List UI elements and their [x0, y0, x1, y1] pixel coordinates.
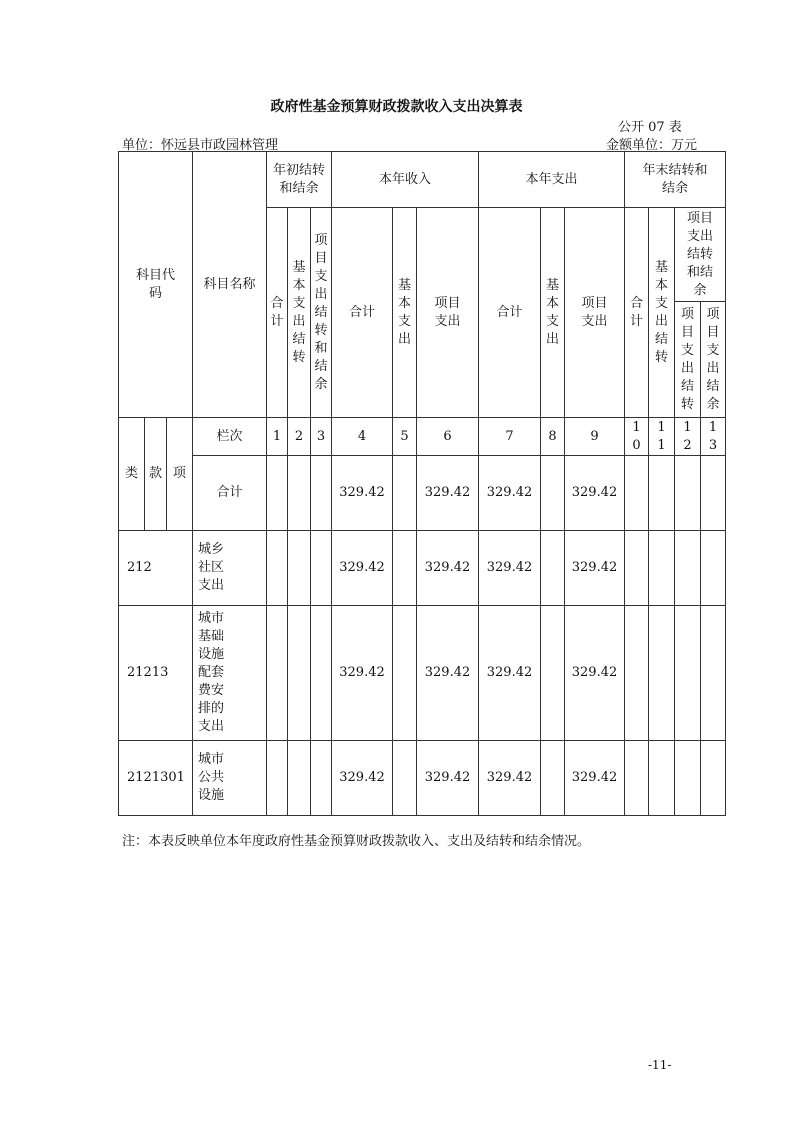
table-row	[119, 606, 726, 741]
budget-table	[118, 151, 726, 816]
row-expense-project: 329.42	[565, 456, 625, 531]
header-xiang: 项	[167, 418, 193, 531]
page-number: -11-	[648, 1058, 672, 1072]
col-num-4: 4	[332, 418, 393, 456]
amount-unit-label: 金额单位：万元	[606, 138, 698, 153]
row-expense-total: 329.42	[479, 456, 541, 531]
header-begin-total: 合计	[267, 208, 288, 418]
header-expense-basic: 基本支出	[541, 208, 565, 418]
header-subject-name: 科目名称	[193, 152, 267, 418]
header-end-balance: 年末结转和结余	[625, 152, 726, 208]
header-expense: 本年支出	[479, 152, 625, 208]
row-income-total: 329.42	[332, 606, 393, 741]
row-expense-project: 329.42	[565, 741, 625, 816]
row-expense-total: 329.42	[479, 531, 541, 606]
row-expense-total: 329.42	[479, 741, 541, 816]
row-expense-project: 329.42	[565, 531, 625, 606]
table-row	[119, 741, 726, 816]
form-code: 公开 07 表	[618, 120, 682, 135]
col-num-5: 5	[393, 418, 417, 456]
header-subject-code: 科目代码	[119, 152, 193, 418]
col-num-9: 9	[565, 418, 625, 456]
header-income: 本年收入	[332, 152, 479, 208]
row-expense-project: 329.42	[565, 606, 625, 741]
header-expense-project: 项目支出	[565, 208, 625, 418]
col-num-11: 11	[649, 418, 675, 456]
col-num-10: 10	[625, 418, 649, 456]
row-name: 城市基础设施配套费安排的支出	[193, 606, 267, 741]
row-name: 合计	[193, 456, 267, 531]
row-code: 21213	[119, 606, 193, 741]
table-note: 注：本表反映单位本年度政府性基金预算财政拨款收入、支出及结转和结余情况。	[122, 834, 591, 849]
unit-label: 单位：怀远县市政园林管理	[122, 138, 279, 153]
row-income-project: 329.42	[417, 456, 479, 531]
col-num-6: 6	[417, 418, 479, 456]
row-name: 城市公共设施	[193, 741, 267, 816]
header-income-basic: 基本支出	[393, 208, 417, 418]
header-end-project-carry: 项目支出结转	[675, 302, 701, 418]
header-end-project-balance: 项目支出结余	[701, 302, 726, 418]
row-income-project: 329.42	[417, 606, 479, 741]
row-expense-total: 329.42	[479, 606, 541, 741]
header-lei: 类	[119, 418, 145, 531]
row-income-project: 329.42	[417, 741, 479, 816]
header-begin-project-carry-balance: 项目支出结转和结余	[311, 208, 332, 418]
row-code: 2121301	[119, 741, 193, 816]
header-end-project-carry-balance: 项目支出结转和结余	[675, 208, 726, 302]
row-income-total: 329.42	[332, 741, 393, 816]
header-begin-basic-carry: 基本支出结转	[288, 208, 311, 418]
col-num-2: 2	[288, 418, 311, 456]
header-income-total: 合计	[332, 208, 393, 418]
col-num-13: 13	[701, 418, 726, 456]
page-title: 政府性基金预算财政拨款收入支出决算表	[270, 99, 523, 115]
row-income-total: 329.42	[332, 456, 393, 531]
header-income-project: 项目支出	[417, 208, 479, 418]
col-num-3: 3	[311, 418, 332, 456]
header-kuan: 款	[145, 418, 167, 531]
header-end-total: 合计	[625, 208, 649, 418]
col-num-12: 12	[675, 418, 701, 456]
row-name: 城乡社区支出	[193, 531, 267, 606]
col-num-7: 7	[479, 418, 541, 456]
row-income-total: 329.42	[332, 531, 393, 606]
header-end-basic-carry: 基本支出结转	[649, 208, 675, 418]
row-income-project: 329.42	[417, 531, 479, 606]
header-expense-total: 合计	[479, 208, 541, 418]
table-row	[119, 531, 726, 606]
col-num-8: 8	[541, 418, 565, 456]
header-begin-balance: 年初结转和结余	[267, 152, 332, 208]
table-row	[119, 456, 726, 531]
row-code: 212	[119, 531, 193, 606]
col-num-1: 1	[267, 418, 288, 456]
column-index-label: 栏次	[193, 418, 267, 456]
